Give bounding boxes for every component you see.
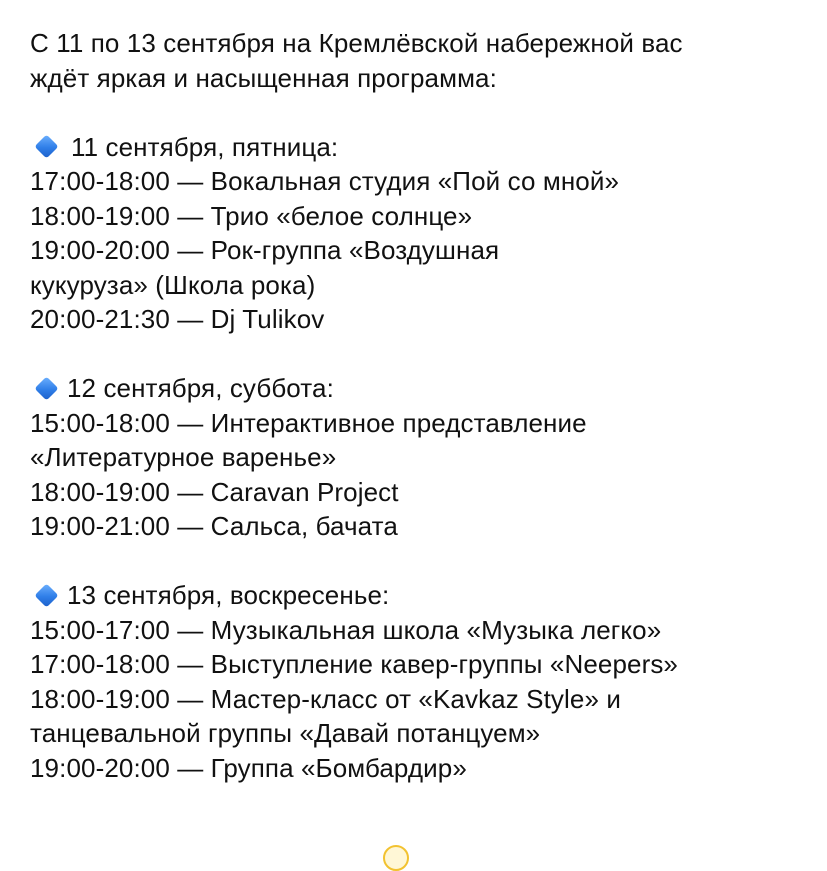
schedule-time: 18:00-19:00	[30, 683, 170, 714]
schedule-description-continued: танцевальной группы «Давай потанцуем»	[30, 718, 541, 748]
schedule-item-continuation	[30, 440, 810, 475]
paragraph-gap	[30, 337, 810, 372]
schedule-dash: —	[177, 476, 204, 507]
schedule-dash: —	[177, 683, 204, 714]
schedule-item-continuation	[30, 716, 810, 751]
schedule-item	[30, 233, 810, 268]
schedule-item	[30, 613, 810, 648]
day-header-label: 13 сентября, воскресенье:	[67, 580, 390, 610]
schedule-description: Интерактивное представление	[210, 407, 587, 438]
schedule-dash: —	[177, 511, 204, 541]
day-header-label: 11 сентября, пятница:	[71, 131, 339, 162]
schedule-dash: —	[177, 614, 204, 645]
day-header-label: 12 сентября, суббота:	[67, 373, 334, 403]
paragraph-gap	[30, 95, 810, 130]
schedule-description: Сальса, бачата	[210, 511, 398, 541]
intro-line-2: ждёт яркая и насыщенная программа:	[30, 62, 497, 93]
schedule-description: Группа «Бомбардир»	[210, 752, 467, 783]
schedule-description: Caravan Project	[210, 476, 399, 507]
schedule-dash: —	[177, 200, 204, 231]
schedule-dash: —	[177, 304, 204, 334]
schedule-dash: —	[177, 166, 204, 196]
schedule-item	[30, 164, 810, 199]
smiley-emoji-icon	[383, 845, 409, 871]
day-section-13-sep	[30, 578, 810, 785]
schedule-item	[30, 302, 810, 337]
day-header	[30, 130, 810, 165]
schedule-item	[30, 406, 810, 441]
intro-line-1: С 11 по 13 сентября на Кремлёвской набережной вас	[30, 28, 683, 58]
day-header	[30, 578, 810, 613]
schedule-time: 19:00-20:00	[30, 235, 170, 265]
schedule-time: 18:00-19:00	[30, 200, 170, 231]
schedule-time: 15:00-17:00	[30, 614, 170, 645]
schedule-description: Рок-группа «Воздушная	[210, 235, 500, 265]
schedule-description: Мастер-класс от «Kavkaz Style» и	[210, 683, 621, 714]
blue-diamond-icon	[34, 376, 58, 400]
schedule-description: Выступление кавер-группы «Neepers»	[210, 649, 678, 679]
schedule-time: 19:00-20:00	[30, 752, 170, 783]
schedule-time: 18:00-19:00	[30, 476, 170, 507]
schedule-item	[30, 751, 810, 786]
schedule-description: Трио «белое солнце»	[210, 200, 473, 231]
blue-diamond-icon	[34, 583, 58, 607]
schedule-dash: —	[177, 752, 204, 783]
schedule-description: Вокальная студия «Пой со мной»	[210, 166, 620, 196]
schedule-dash: —	[177, 235, 204, 265]
schedule-time: 20:00-21:30	[30, 304, 170, 334]
day-header	[30, 371, 810, 406]
schedule-description-continued: кукуруза» (Школа рока)	[30, 269, 316, 300]
day-section-12-sep	[30, 371, 810, 544]
schedule-description: Dj Tulikov	[210, 304, 325, 334]
schedule-item	[30, 199, 810, 234]
post-text	[30, 26, 810, 785]
schedule-item-continuation	[30, 268, 810, 303]
schedule-dash: —	[177, 649, 204, 679]
schedule-time: 17:00-18:00	[30, 649, 170, 679]
schedule-time: 19:00-21:00	[30, 511, 170, 541]
schedule-time: 15:00-18:00	[30, 407, 170, 438]
blue-diamond-icon	[34, 135, 58, 159]
schedule-item	[30, 647, 810, 682]
schedule-item	[30, 509, 810, 544]
schedule-description-continued: «Литературное варенье»	[30, 442, 337, 472]
schedule-description: Музыкальная школа «Музыка легко»	[210, 614, 662, 645]
paragraph-gap	[30, 544, 810, 579]
schedule-dash: —	[177, 407, 204, 438]
schedule-time: 17:00-18:00	[30, 166, 170, 196]
day-section-11-sep	[30, 130, 810, 337]
schedule-item	[30, 682, 810, 717]
schedule-item	[30, 475, 810, 510]
